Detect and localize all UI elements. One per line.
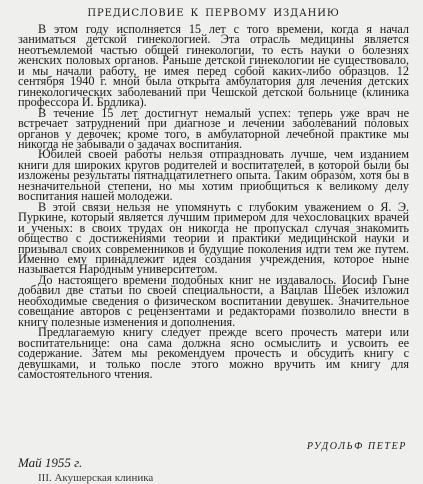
paragraph-5: До настоящего времени подобных книг не издавалось. Иосиф Гыне добавил две статьи по своей специальности, а Вацлав Шебек изложил необходимые сведения о физическом воспитании девушек. Значительное совещание авторов с рецензентами и редакторами позволило внести в книгу полезные изменения и дополнения. <box>18 272 409 329</box>
signature-date: Май 1955 г. <box>18 455 83 470</box>
paragraph-4: В этой связи нельзя не упомянуть с глубоким уважением о Я. Э. Пуркине, который является лучшим примером для чехословацких врачей и ученых: в своих трудах он никогда не пропускал случая знакомить общество с достижениями теории и практики медицинской науки и призывал своих современников и будущие поколения идти тем же путем. Именно ему принадлежит идея создания учреждения, которое ныне называется Народным университетом. <box>18 199 409 277</box>
signature-block <box>18 441 407 470</box>
paragraph-6: Предлагаемую книгу следует прежде всего прочесть матери или воспитательнице: она сама должна ясно осмыслить и усвоить ее содержание. Затем мы рекомендуем прочесть и обсудить книгу с девушками, и только после этого можно вручить им книгу для самостоятельного чтения. <box>18 325 409 381</box>
page-title: ПРЕДИСЛОВИЕ К ПЕРВОМУ ИЗДАНИЮ <box>87 8 340 19</box>
signature-author: РУДОЛЬФ ПЕТЕР <box>306 441 407 452</box>
paragraph-2: В течение 15 лет достигнут немалый успех: теперь уже врач не встречает затруднений при диагнозе и лечении заболеваний половых органов у девочек; кроме того, в амбулаторной лечебной практике мы никогда не забывали о задачах воспитания. <box>18 105 409 151</box>
next-line-fragment: III. Акушерская клиника <box>38 472 154 484</box>
paragraph-3: Юбилей своей работы нельзя отпраздновать лучше, чем изданием книги для широких кругов родителей и воспитателей, в которой были бы изложены результаты пятнадцатилетнего опыта. Таким образом, хотя бы в незначительной степени, но мы хотим приобщиться к великому делу воспитания нашей молодежи. <box>18 147 409 204</box>
paragraph-1: В этом году исполняется 15 лет с того времени, когда я начал заниматься детской гинекологией. Эта отрасль медицины является неотъемлемой частью общей гинекологии, то есть науки о болезнях женских половых органов. Раньше детской гинекологии не существовало, и мы начали работу, не имея перед собой каких-либо образцов. 12 сентября 1940 г. мной была открыта амбулатория для лечения детских гинекологических заболеваний при Чешской детской больнице (клиника профессора И. Брдлика). <box>18 22 409 110</box>
